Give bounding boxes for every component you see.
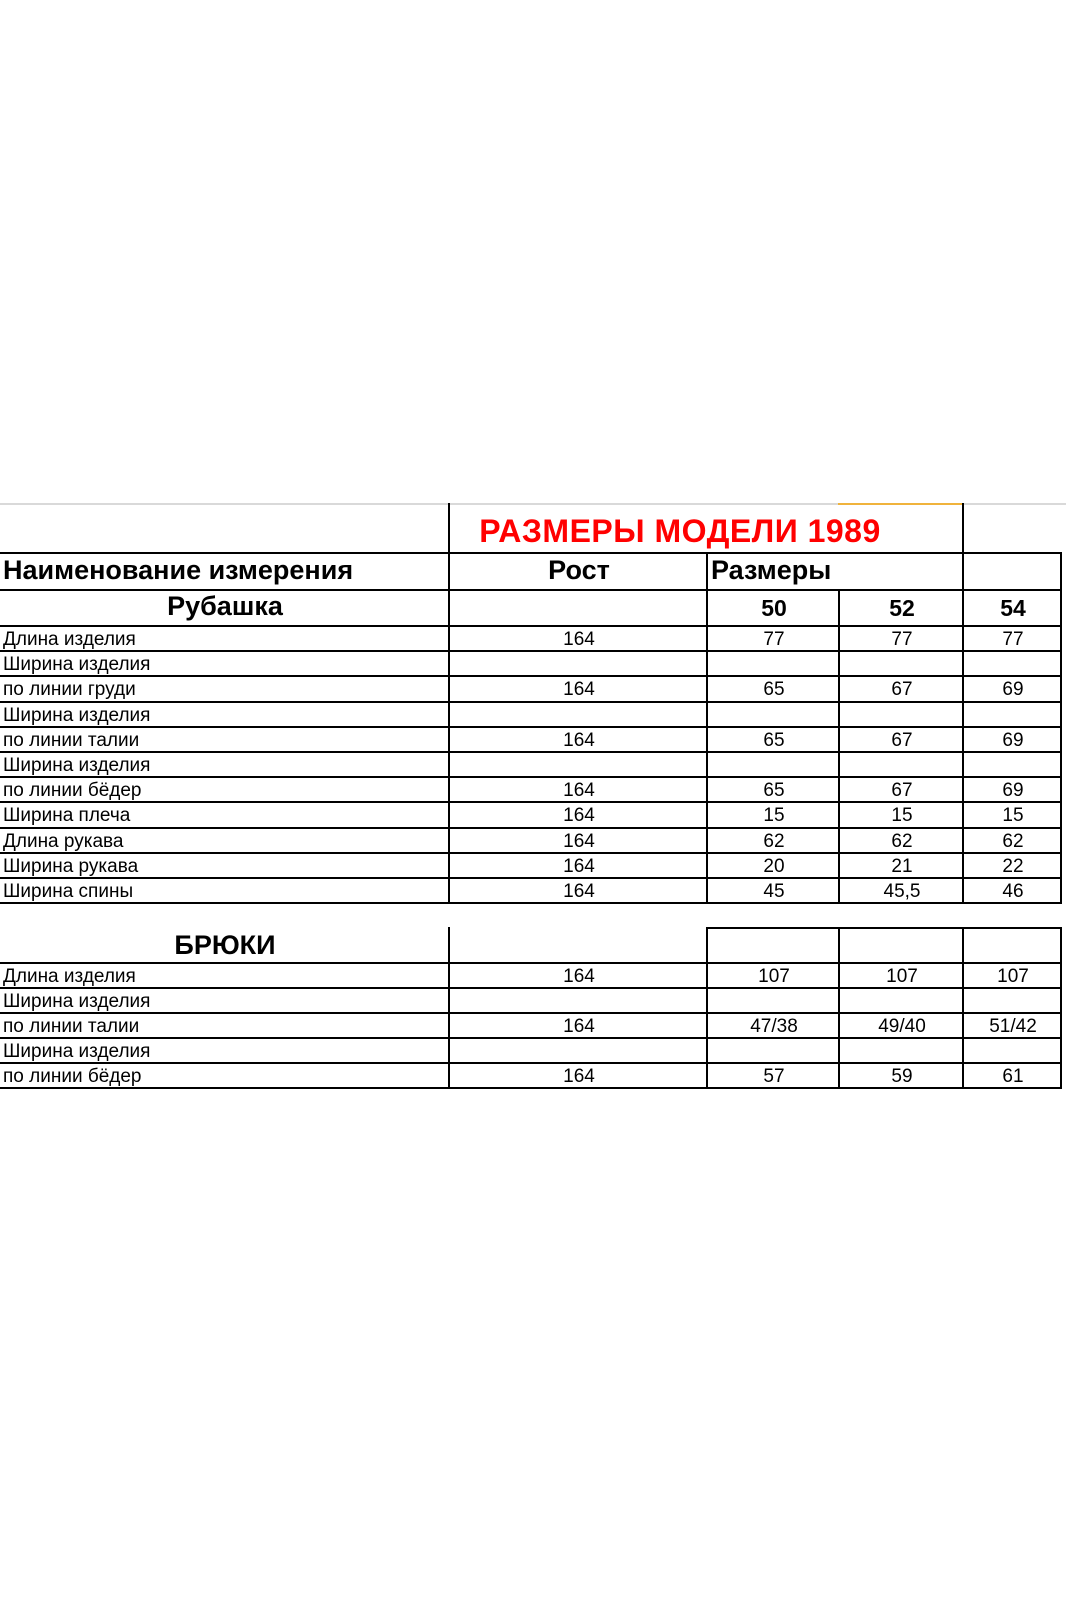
measure-label: Длина изделия [3, 966, 136, 987]
row-border [0, 902, 1062, 904]
height-value [450, 989, 708, 1014]
size-54-value: 69 [1002, 729, 1024, 751]
height-value [450, 1039, 708, 1064]
selected-column-accent [838, 503, 964, 505]
row-border [0, 1062, 1062, 1064]
column-border [706, 552, 708, 902]
column-border [1060, 927, 1062, 1088]
size-50-value: 45 [763, 881, 785, 902]
row-border [0, 1012, 1062, 1014]
row-border [0, 962, 1062, 964]
measure-label: Ширина плеча [3, 805, 131, 827]
row-border [0, 552, 1062, 554]
size-54-value: 15 [1002, 805, 1024, 827]
height-value [450, 703, 708, 728]
size-52-value: 67 [891, 780, 913, 802]
size-50-value [708, 703, 840, 728]
size-52-value: 67 [891, 729, 913, 751]
size-52-value [840, 652, 964, 677]
measure-label: Ширина рукава [3, 855, 139, 877]
height-value [450, 753, 708, 778]
size-50-value: 47/38 [750, 1016, 798, 1037]
column-border [1060, 552, 1062, 902]
measure-label: по линии бёдер [3, 1066, 142, 1087]
size-54-value: 61 [1002, 1066, 1024, 1087]
row-border [0, 650, 1062, 652]
size-52-value [840, 703, 964, 728]
size-50-value [708, 989, 840, 1014]
row-border [0, 776, 1062, 778]
size-54-value [964, 1039, 1062, 1064]
measure-label: по линии талии [3, 1016, 140, 1037]
column-border [838, 927, 840, 1088]
row-border [0, 589, 1062, 591]
size-52-value: 77 [891, 629, 913, 650]
measure-label: Ширина спины [3, 881, 134, 902]
column-border [962, 927, 964, 1088]
measure-label: Ширина изделия [3, 1041, 151, 1062]
size-52-value: 49/40 [878, 1016, 926, 1037]
measure-label: Длина изделия [3, 629, 136, 650]
measure-label: Длина рукава [3, 830, 124, 852]
size-54-value: 69 [1002, 679, 1024, 701]
column-border [838, 589, 840, 902]
size-52-value: 59 [891, 1066, 913, 1087]
size-50-value: 20 [763, 855, 785, 877]
trousers-section-title: БРЮКИ [174, 930, 276, 960]
measure-label: Ширина изделия [3, 755, 151, 776]
measure-label: Ширина изделия [3, 654, 151, 676]
row-border [0, 675, 1062, 677]
height-value: 164 [563, 780, 595, 802]
measure-label: Ширина изделия [3, 704, 151, 726]
size-50-value [708, 753, 840, 778]
size-54-value: 69 [1002, 780, 1024, 802]
size-50-value: 15 [763, 805, 785, 827]
height-value: 164 [563, 881, 595, 902]
height-value: 164 [563, 1066, 595, 1087]
row-border [0, 852, 1062, 854]
height-header: Рост [548, 555, 610, 585]
size-54-value [964, 989, 1062, 1014]
size-52-header: 52 [889, 595, 915, 621]
size-50-value: 65 [763, 679, 785, 701]
sizes-header: Размеры [711, 555, 832, 585]
size-54-value: 62 [1002, 830, 1024, 852]
height-value [450, 652, 708, 677]
size-50-value [708, 652, 840, 677]
size-54-value [964, 753, 1062, 778]
size-52-value: 21 [891, 855, 913, 877]
size-52-value [840, 753, 964, 778]
column-border [962, 503, 964, 902]
size-50-value: 62 [763, 830, 785, 852]
measure-label: по линии талии [3, 729, 140, 751]
row-border [0, 987, 1062, 989]
size-54-value: 46 [1002, 881, 1024, 902]
measure-label: по линии груди [3, 679, 136, 701]
row-border [0, 1087, 1062, 1089]
size-50-value: 107 [758, 966, 790, 987]
height-value: 164 [563, 805, 595, 827]
row-border [0, 751, 1062, 753]
size-50-header: 50 [761, 595, 787, 621]
height-value: 164 [563, 966, 595, 987]
column-border [448, 503, 450, 902]
size-52-value: 45,5 [883, 881, 921, 902]
size-54-value: 22 [1002, 855, 1024, 877]
height-value: 164 [563, 729, 595, 751]
row-border [0, 1037, 1062, 1039]
size-52-value: 15 [891, 805, 913, 827]
row-border [708, 927, 1062, 929]
row-border [0, 701, 1062, 703]
size-54-header: 54 [1000, 595, 1026, 621]
row-border [0, 827, 1062, 829]
height-value: 164 [563, 629, 595, 650]
height-value: 164 [563, 830, 595, 852]
size-52-value: 107 [886, 966, 918, 987]
size-54-value: 77 [1002, 629, 1024, 650]
row-border [0, 726, 1062, 728]
size-52-value [840, 989, 964, 1014]
size-50-value: 65 [763, 780, 785, 802]
height-value: 164 [563, 679, 595, 701]
size-50-value: 57 [763, 1066, 785, 1087]
size-54-value: 51/42 [989, 1016, 1037, 1037]
shirt-section-title: Рубашка [167, 591, 283, 621]
page-title: РАЗМЕРЫ МОДЕЛИ 1989 [479, 513, 881, 549]
size-table [0, 503, 1066, 1103]
size-54-value: 107 [997, 966, 1029, 987]
height-value: 164 [563, 1016, 595, 1037]
row-border [0, 877, 1062, 879]
column-border [448, 927, 450, 1088]
row-border [0, 625, 1062, 627]
row-border [0, 801, 1062, 803]
measure-label: Ширина изделия [3, 991, 151, 1012]
size-50-value: 77 [763, 629, 785, 650]
size-54-value [964, 703, 1062, 728]
size-50-value [708, 1039, 840, 1064]
measure-name-header: Наименование измерения [3, 555, 354, 585]
size-54-value [964, 652, 1062, 677]
height-value: 164 [563, 855, 595, 877]
size-52-value: 62 [891, 830, 913, 852]
measure-label: по линии бёдер [3, 780, 142, 802]
column-border [706, 927, 708, 1088]
size-52-value [840, 1039, 964, 1064]
size-52-value: 67 [891, 679, 913, 701]
size-50-value: 65 [763, 729, 785, 751]
